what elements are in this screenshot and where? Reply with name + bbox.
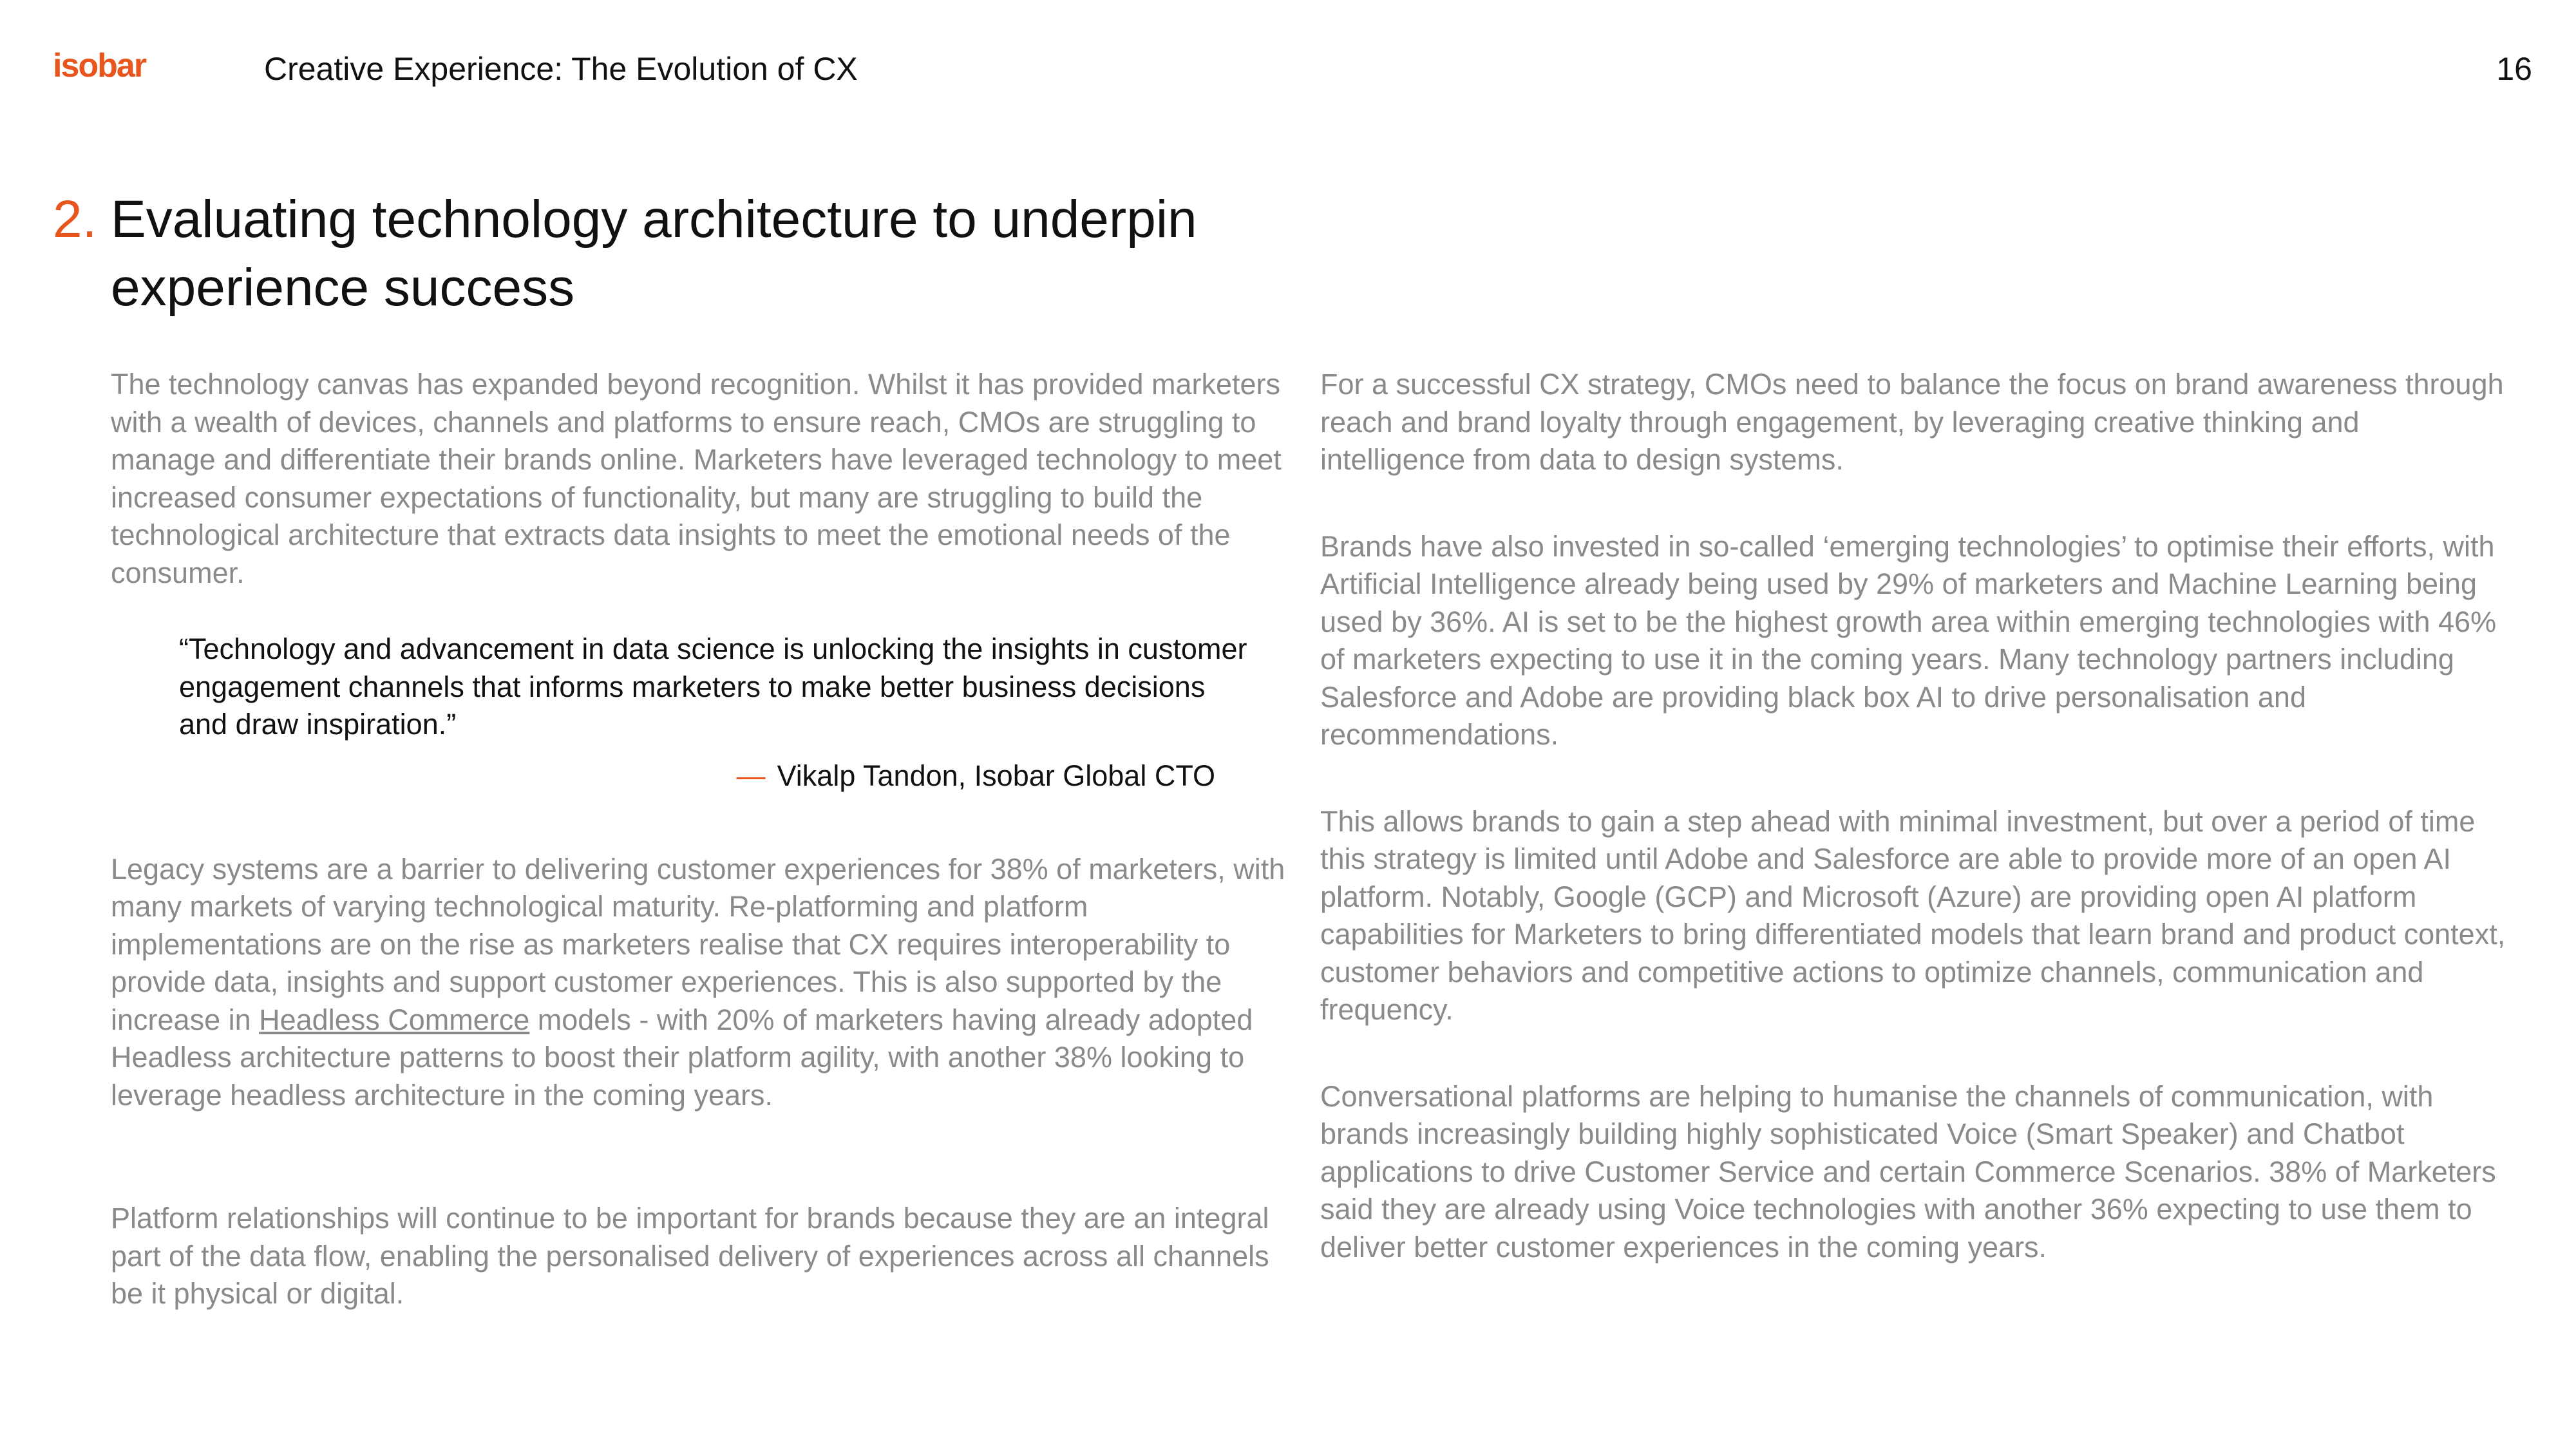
- section-title: Evaluating technology architecture to underpin experience success: [111, 190, 1197, 317]
- left-paragraph-3: Platform relationships will continue to be important for brands because they are an integral part of the data flow, enabling the personalised delivery of experiences across all channels be it physical or digital.: [111, 1202, 1269, 1310]
- pull-quote: “Technology and advancement in data science is unlocking the insights in customer engagement channels that informs marketers to make better business decisions and draw inspiration.”: [179, 632, 1247, 741]
- section-number: 2.: [53, 190, 97, 249]
- headless-commerce-link[interactable]: Headless Commerce: [259, 1003, 530, 1036]
- quote-attribution: [111, 759, 1215, 793]
- right-paragraph-1: For a successful CX strategy, CMOs need to balance the focus on brand awareness through reach and brand loyalty through engagement, by leveraging creative thinking and intelligence from data to design systems.: [1320, 368, 2504, 476]
- left-paragraph-2-text-b: models - with 20% of marketers having already adopted Headless architecture patterns to boost their platform agility, with another 38% looking to leverage headless architecture in the coming years.: [111, 1003, 1253, 1112]
- section-heading: [53, 185, 1405, 322]
- right-column: [1320, 366, 2512, 1266]
- page-number: 16: [2496, 51, 2532, 87]
- attribution-dash: —: [736, 759, 766, 792]
- right-paragraph-2: Brands have also invested in so-called ‘emerging technologies’ to optimise their efforts, with Artificial Intelligence already being used by 29% of marketers and Machine Learning being used by 36%. AI is set to be the highest growth area within emerging technologies with 46% of marketers expecting to use it in the coming years. Many technology partners including Salesforce and Adobe are providing black box AI to drive personalisation and recommendations.: [1320, 529, 2497, 751]
- document-title: Creative Experience: The Evolution of CX: [264, 51, 858, 87]
- right-paragraph-3: This allows brands to gain a step ahead with minimal investment, but over a period of time this strategy is limited until Adobe and Salesforce are able to provide more of an open AI platform. Notably, Google (GCP) and Microsoft (Azure) are providing open AI platform capabilities for Marketers to bring differentiated models that learn brand and product context, customer behaviors and competitive actions to optimize channels, communication and frequency.: [1320, 804, 2506, 1026]
- left-column: [111, 366, 1289, 1313]
- left-paragraph-1: The technology canvas has expanded beyond recognition. Whilst it has provided marketers with a wealth of devices, channels and platforms to ensure reach, CMOs are struggling to manage and differentiate their brands online. Marketers have leveraged technology to meet increased consumer expectations of functionality, but many are struggling to build the technological architecture that extracts data insights to meet the emotional needs of the consumer.: [111, 368, 1282, 589]
- left-paragraph-2-text-a: Legacy systems are a barrier to delivering customer experiences for 38% of marketers, with many markets of varying technological maturity. Re-platforming and platform implementations are on the rise as marketers realise that CX requires interoperability to provide data, insights and support customer experiences. This is also supported by the increase in: [111, 852, 1285, 1036]
- left-paragraph-2: [111, 851, 1289, 1115]
- attribution-text: Vikalp Tandon, Isobar Global CTO: [777, 759, 1215, 792]
- isobar-logo: isobar: [53, 47, 146, 84]
- right-paragraph-4: Conversational platforms are helping to humanise the channels of communication, with brands increasingly building highly sophisticated Voice (Smart Speaker) and Chatbot applications to drive Customer Service and certain Commerce Scenarios. 38% of Marketers said they are already using Voice technologies with another 36% expecting to use them to deliver better customer experiences in the coming years.: [1320, 1079, 2496, 1264]
